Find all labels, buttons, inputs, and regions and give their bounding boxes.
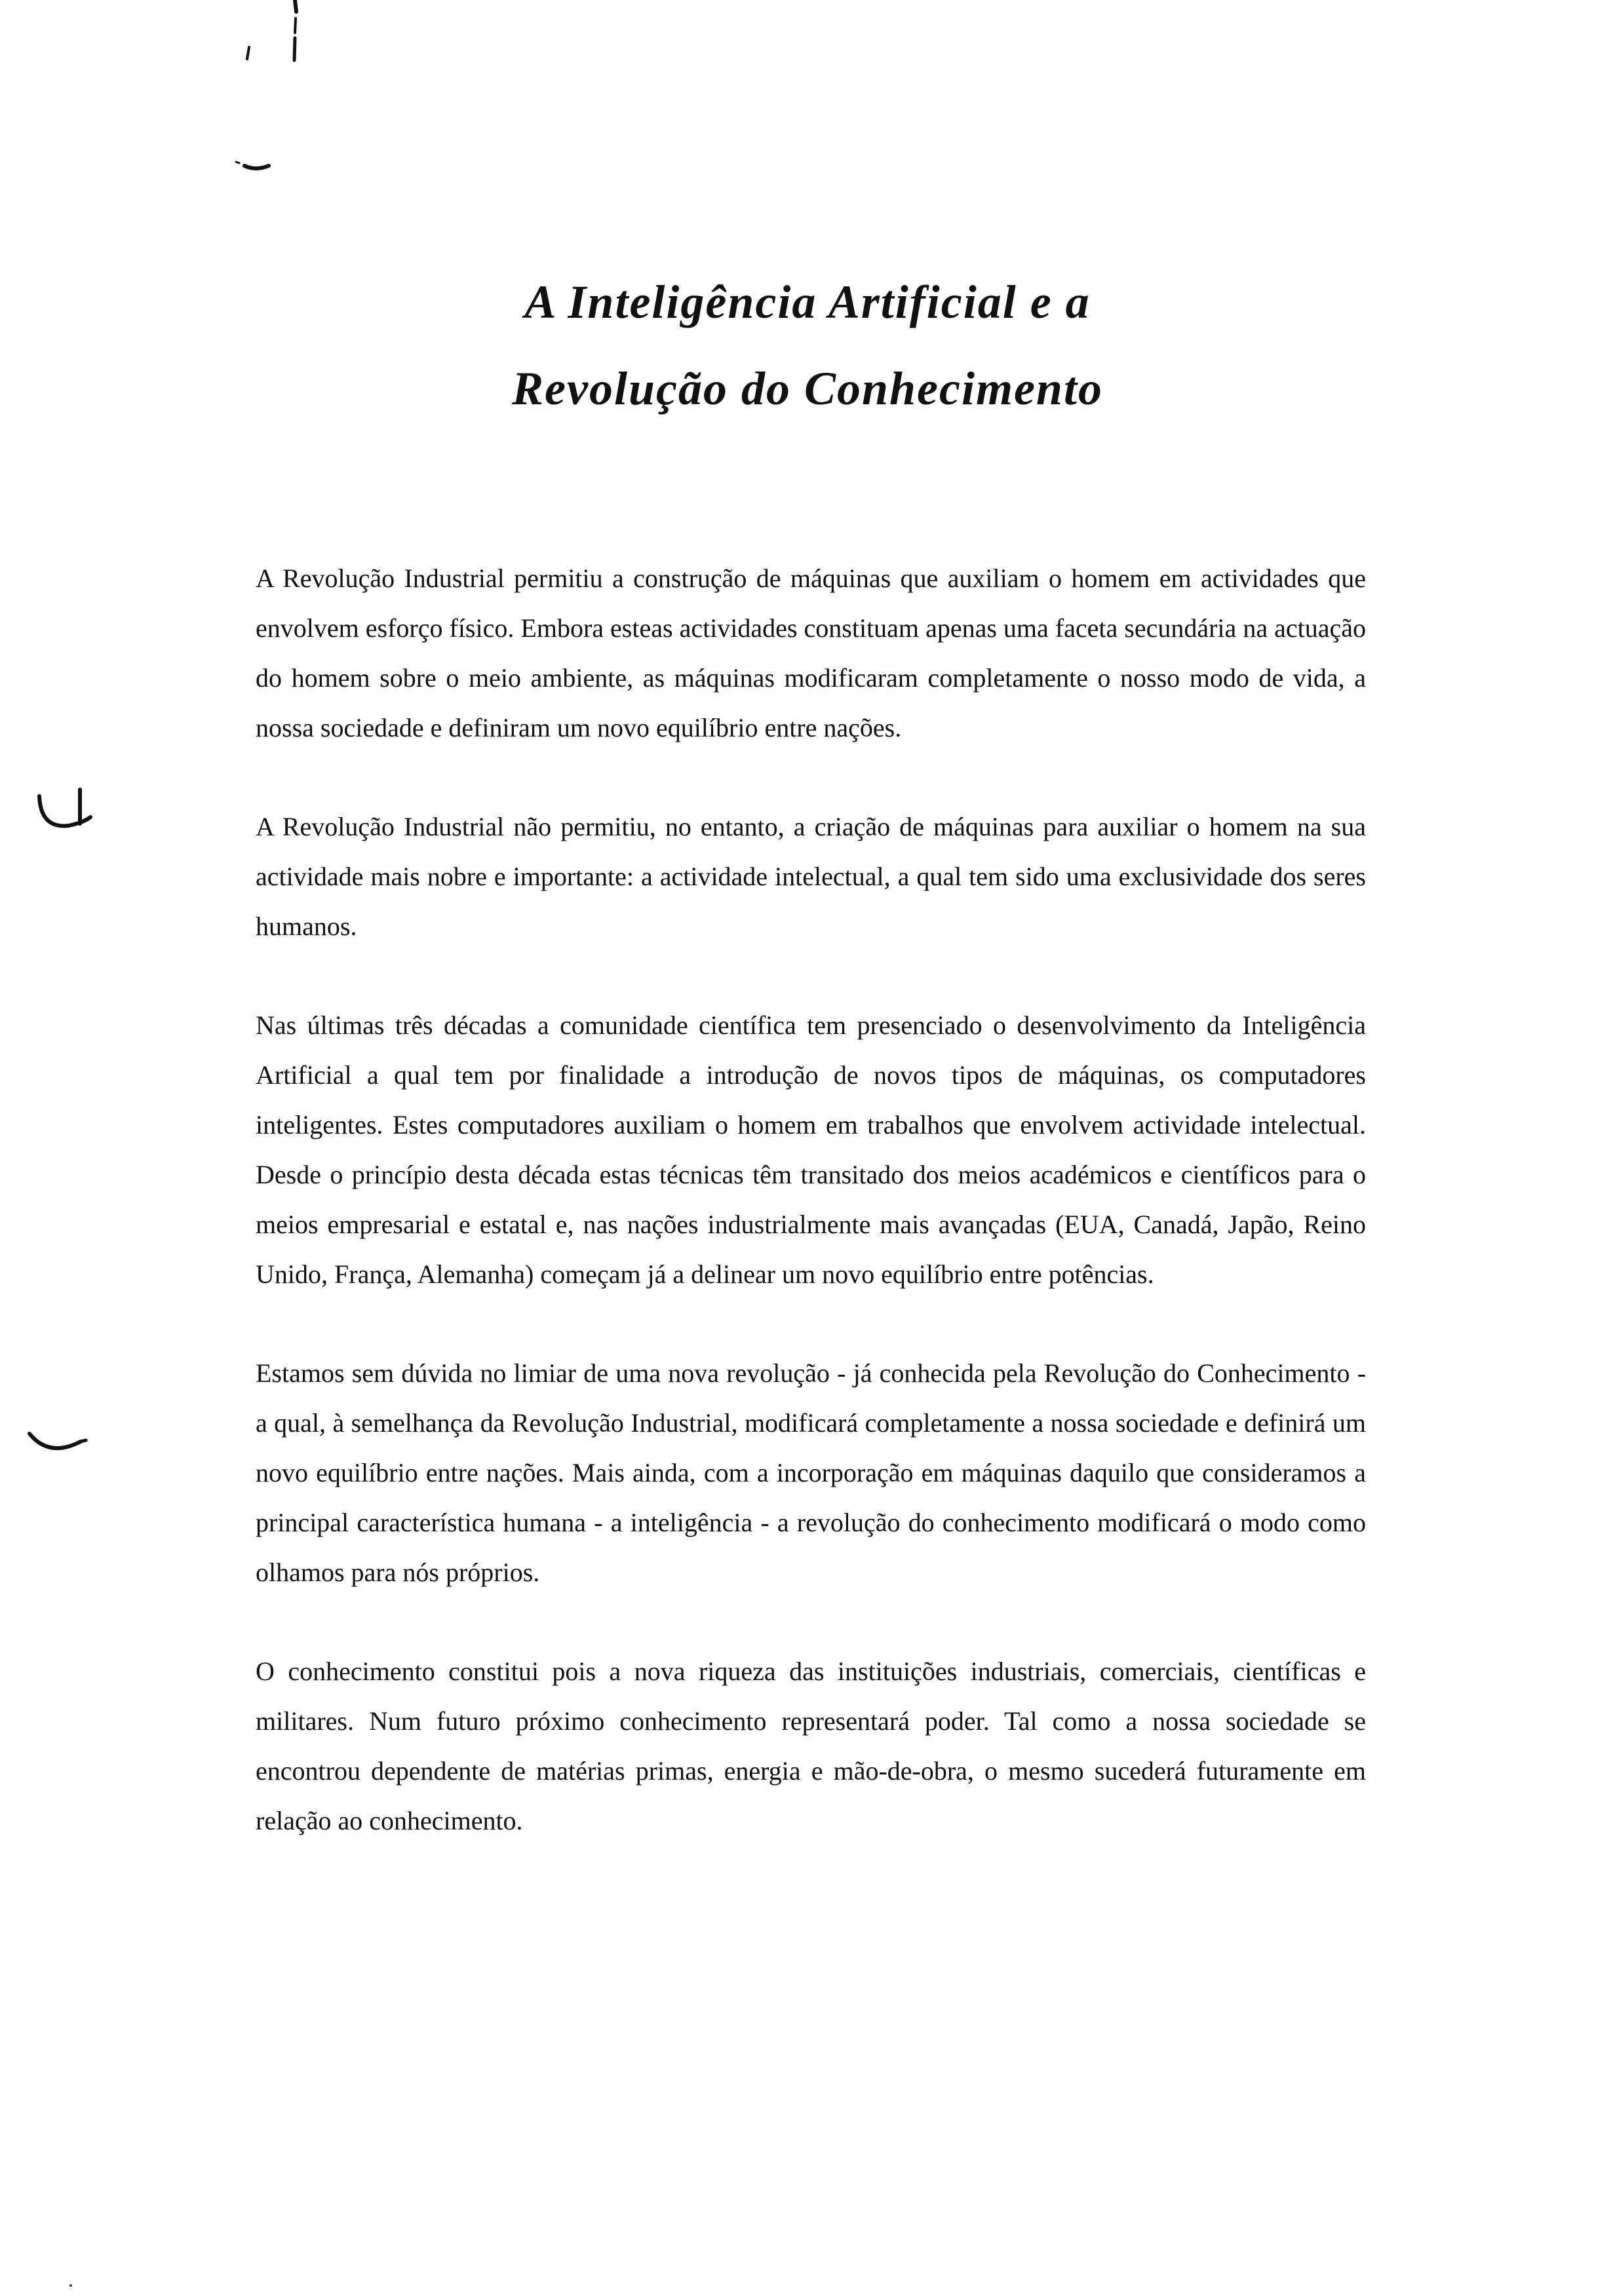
title-line-1: A Inteligência Artificial e a xyxy=(524,276,1091,328)
paragraph-4: Estamos sem dúvida no limiar de uma nova revolução - já conhecida pela Revolução do Conhecimento - a qual, à semelhança da Revolução Industrial, modificará completamente a nossa sociedade e definirá um novo equilíbrio entre nações. Mais ainda, com a incorporação em máquinas daquilo que consideramos a principal característica humana - a inteligência - a revolução do conhecimento modificará o modo como olhamos para nós próprios. xyxy=(256,1358,1366,1587)
paragraph-2: A Revolução Industrial não permitiu, no entanto, a criação de máquinas para auxiliar o homem na sua actividade mais nobre e importante: a actividade intelectual, a qual tem sido uma exclusividade dos seres humanos. xyxy=(256,812,1366,941)
margin-hook-mark-2 xyxy=(23,1422,95,1468)
scan-speck xyxy=(66,2280,79,2293)
paragraph-1: A Revolução Industrial permitiu a construção de máquinas que auxiliam o homem em actividades que envolvem esforço físico. Embora esteas actividades constituam apenas uma faceta secundária na actuação do homem sobre o meio ambiente, as máquinas modificaram completamente o nosso modo de vida, a nossa sociedade e definiram um novo equilíbrio entre nações. xyxy=(256,564,1366,742)
paragraph-5: O conhecimento constitui pois a nova riqueza das instituições industriais, comerciais, científicas e militares. Num futuro próximo conhecimento representará poder. Tal como a nossa sociedade se encontrou dependente de matérias primas, energia e mão-de-obra, o mesmo sucederá futuramente em relação ao conhecimento. xyxy=(256,1656,1366,1835)
document-body xyxy=(256,554,1366,1895)
title-line-2: Revolução do Conhecimento xyxy=(512,362,1103,415)
scan-mark-dash xyxy=(233,154,285,180)
paragraph-3: Nas últimas três décadas a comunidade científica tem presenciado o desenvolvimento da Inteligência Artificial a qual tem por finalidade a introdução de novos tipos de máquinas, os computadores inteligentes. Estes computadores auxiliam o homem em trabalhos que envolvem actividade intelectual. Desde o princípio desta década estas técnicas têm transitado dos meios académicos e científicos para o meios empresarial e estatal e, nas nações industrialmente mais avançadas (EUA, Canadá, Japão, Reino Unido, França, Alemanha) começam já a delinear um novo equilíbrio entre potências. xyxy=(256,1010,1366,1289)
margin-hook-mark-1 xyxy=(33,783,105,842)
document-title xyxy=(0,259,1615,432)
scan-mark-top xyxy=(229,0,308,79)
